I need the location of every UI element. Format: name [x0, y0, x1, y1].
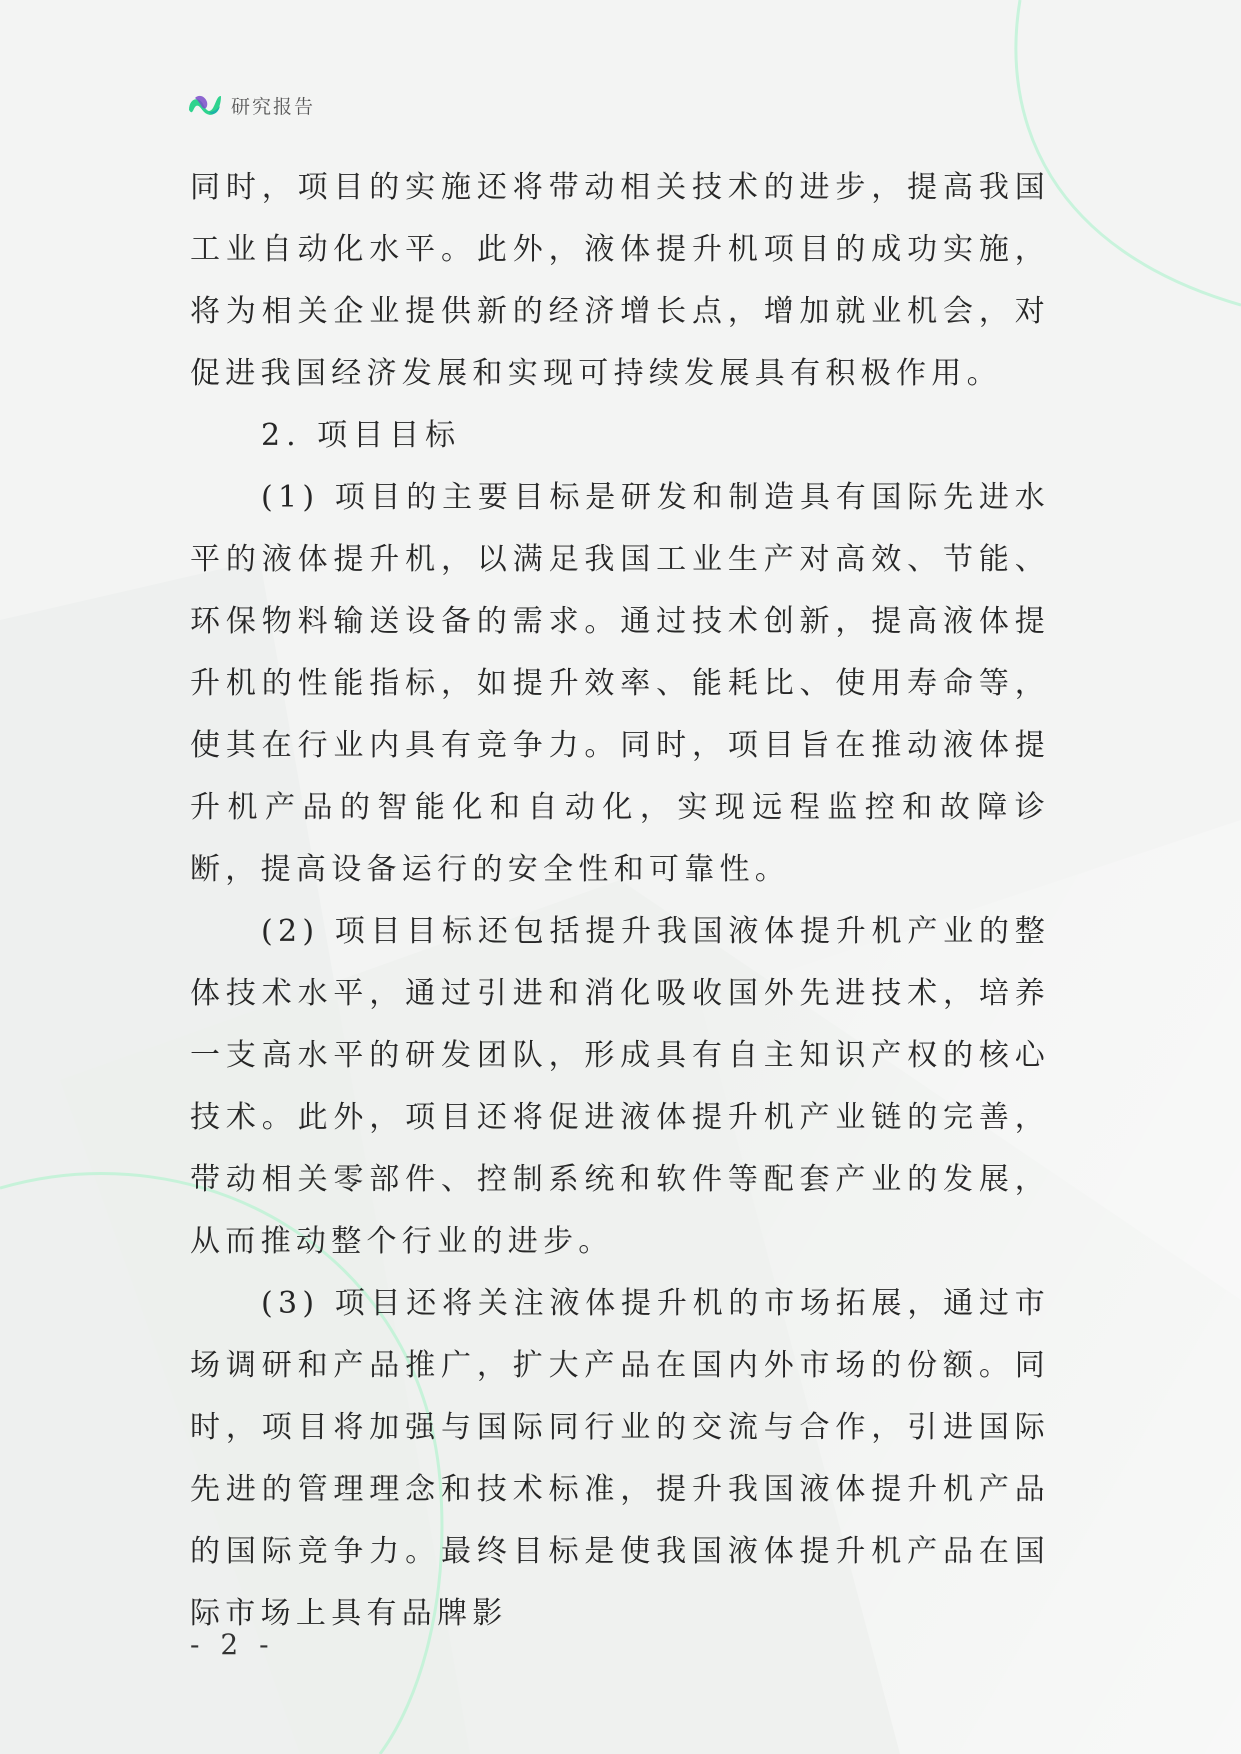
body-paragraph: 同时，项目的实施还将带动相关技术的进步，提高我国工业自动化水平。此外，液体提升机项目的成功实施，将为相关企业提供新的经济增长点，增加就业机会，对促进我国经济发展和实现可持续发展具有积极作用。: [190, 170, 1050, 391]
body-paragraph: (3) 项目还将关注液体提升机的市场拓展，通过市场调研和产品推广，扩大产品在国内外市场的份额。同时，项目将加强与国际同行业的交流与合作，引进国际先进的管理理念和技术标准，提升我国液体提升机产品的国际竞争力。最终目标是使我国液体提升机产品在国际市场上具有品牌影: [190, 1286, 1050, 1631]
section-heading: 2. 项目目标: [261, 418, 462, 453]
page-number: - 2 -: [190, 1628, 275, 1661]
brand-logo-icon: [187, 90, 223, 120]
body-paragraph: (1) 项目的主要目标是研发和制造具有国际先进水平的液体提升机，以满足我国工业生产对高效、节能、环保物料输送设备的需求。通过技术创新，提高液体提升机的性能指标，如提升效率、能耗比、使用寿命等，使其在行业内具有竞争力。同时，项目旨在推动液体提升机产品的智能化和自动化，实现远程监控和故障诊断，提高设备运行的安全性和可靠性。: [190, 480, 1050, 887]
header-title: 研究报告: [231, 95, 316, 118]
report-header: [187, 88, 315, 122]
body-paragraph: (2) 项目目标还包括提升我国液体提升机产业的整体技术水平，通过引进和消化吸收国外先进技术，培养一支高水平的研发团队，形成具有自主知识产权的核心技术。此外，项目还将促进液体提升机产业链的完善，带动相关零部件、控制系统和软件等配套产业的发展，从而推动整个行业的进步。: [190, 914, 1050, 1259]
document-body: [190, 157, 1050, 1645]
